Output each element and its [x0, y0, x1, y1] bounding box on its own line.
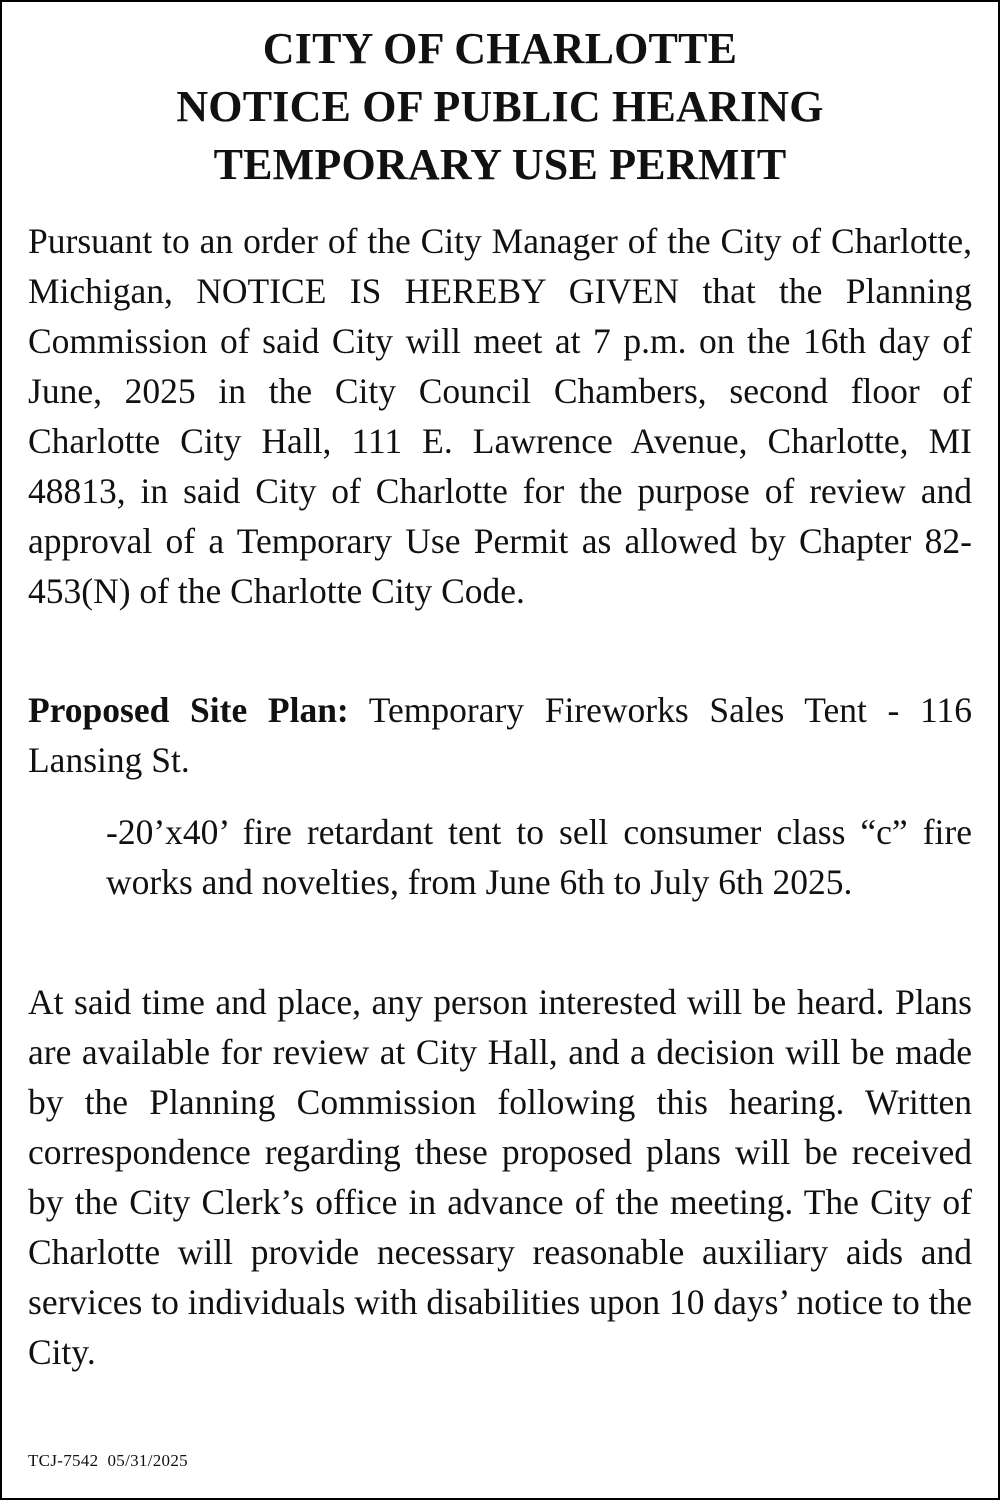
- site-plan-paragraph: [28, 685, 972, 785]
- site-plan-detail: -20’x40’ fire retardant tent to sell consumer class “c” fire works and novelties, from June 6th to July 6th 2025.: [106, 812, 972, 902]
- notice-heading: [22, 20, 978, 194]
- closing-paragraph: At said time and place, any person interested will be heard. Plans are available for review at City Hall, and a decision will be made by the Planning Commission following this hearing. Written correspondence regarding these proposed plans will be received by the City Clerk’s office in advance of the meeting. The City of Charlotte will provide necessary reasonable auxiliary aids and services to individuals with disabilities upon 10 days’ notice to the City.: [28, 982, 972, 1372]
- heading-line-notice: NOTICE OF PUBLIC HEARING: [176, 82, 824, 131]
- heading-line-permit: TEMPORARY USE PERMIT: [213, 140, 787, 189]
- notice-reference: TCJ-7542 05/31/2025: [28, 1451, 188, 1470]
- site-plan-label: Proposed Site Plan:: [28, 690, 349, 730]
- site-plan-text: Temporary Fireworks Sales Tent - 116 Lansing St.: [28, 690, 972, 780]
- intro-paragraph: Pursuant to an order of the City Manager of the City of Charlotte, Michigan, NOTICE IS HEREBY GIVEN that the Planning Commission of said City will meet at 7 p.m. on the 16th day of June, 2025 in the City Council Chambers, second floor of Charlotte City Hall, 111 E. Lawrence Avenue, Charlotte, MI 48813, in said City of Charlotte for the purpose of review and approval of a Temporary Use Permit as allowed by Chapter 82-453(N) of the Charlotte City Code.: [28, 221, 972, 611]
- heading-line-city: CITY OF CHARLOTTE: [262, 24, 738, 73]
